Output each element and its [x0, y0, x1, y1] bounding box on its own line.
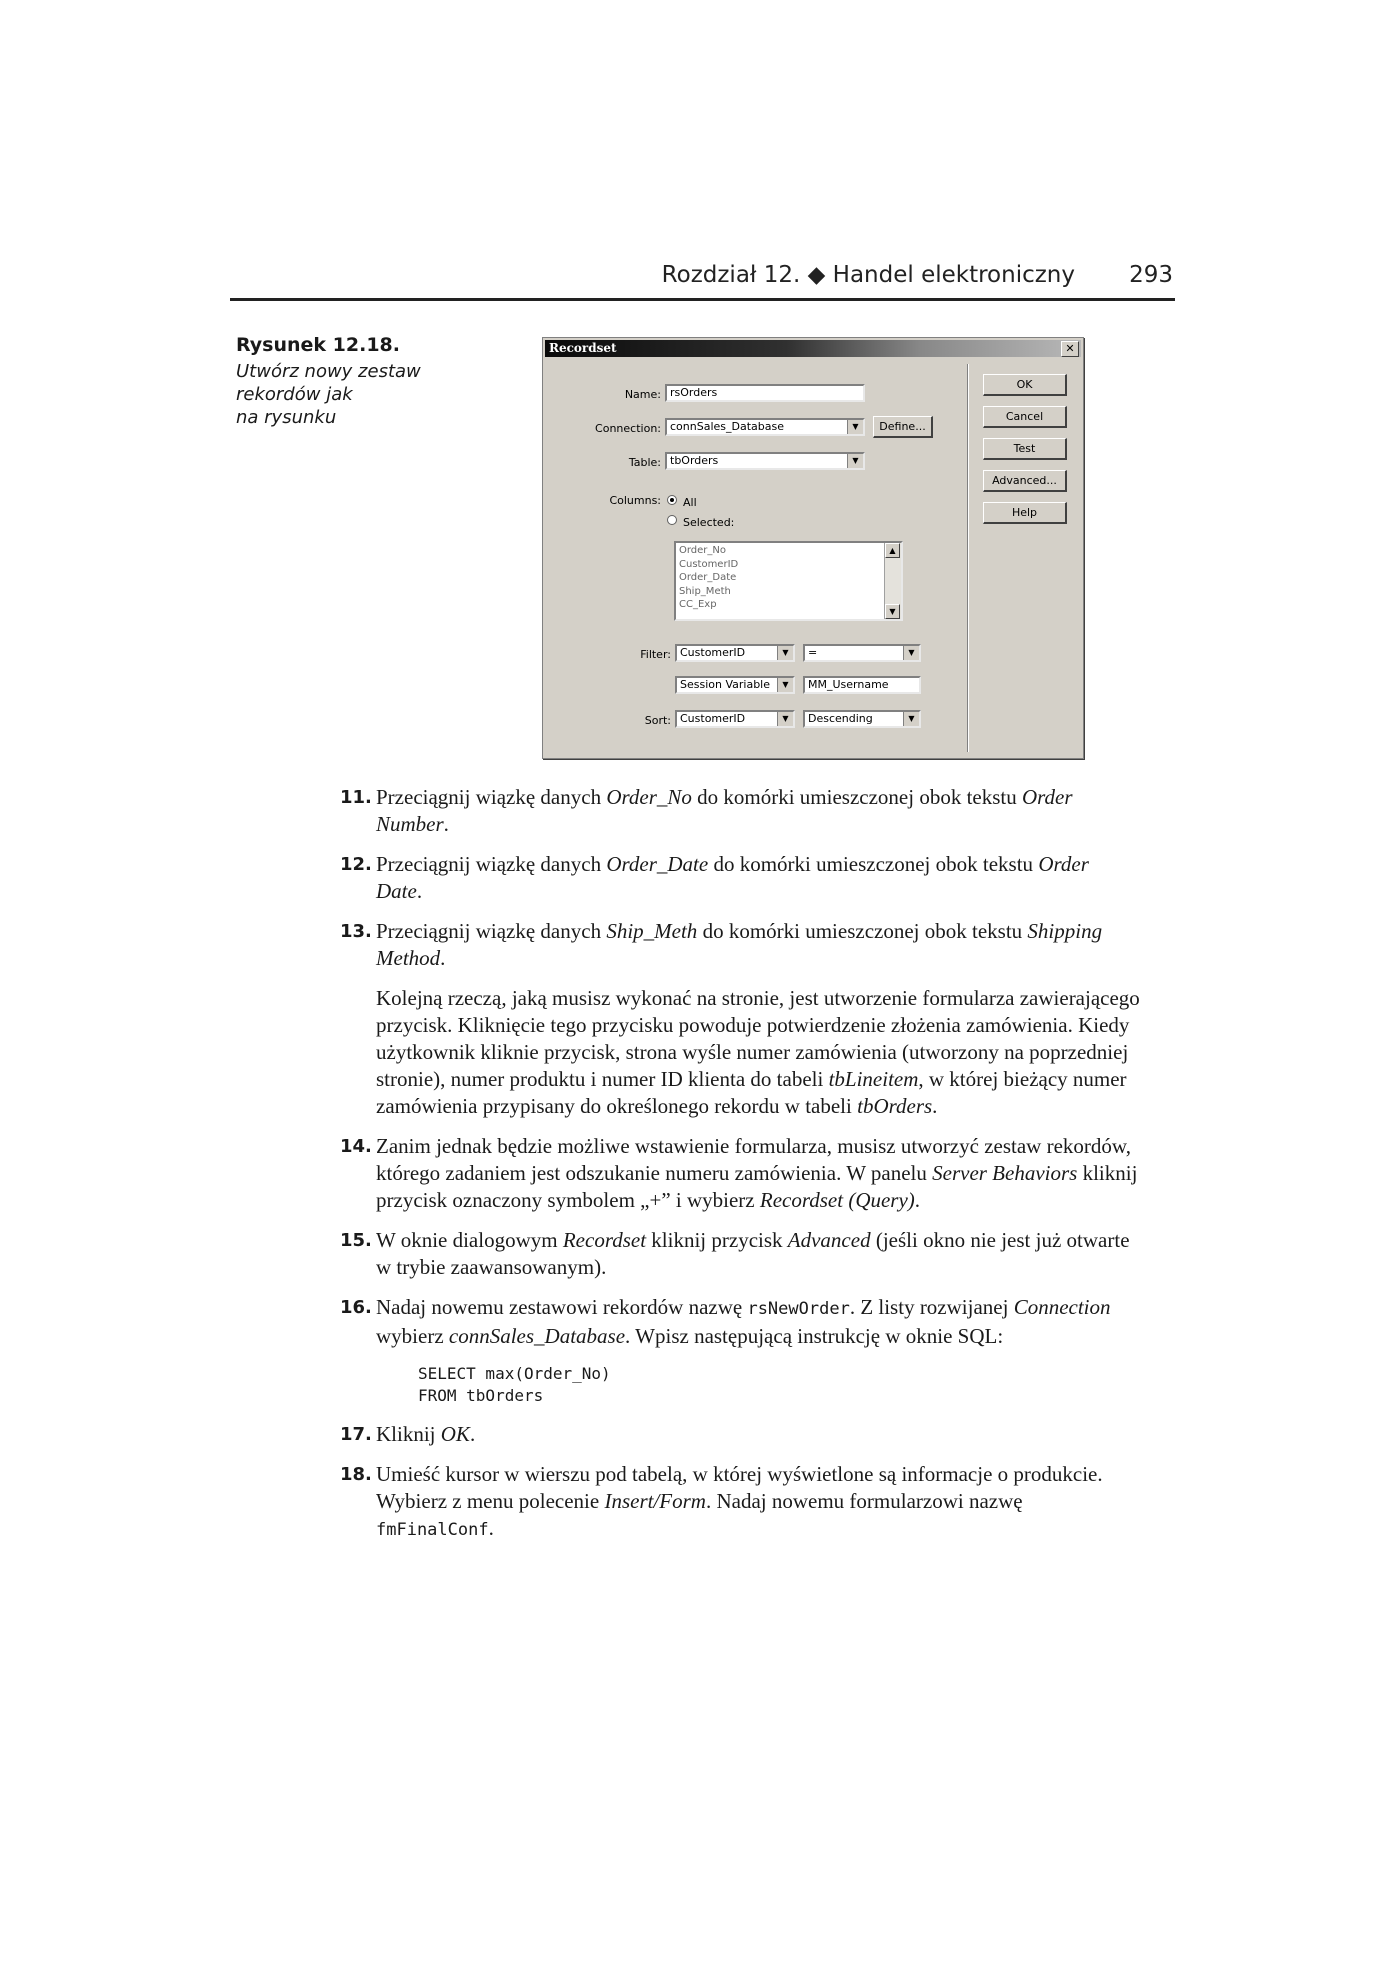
paragraph: [340, 985, 1140, 1120]
list-item[interactable]: CC_Exp: [679, 599, 717, 610]
emphasis: Shipping Method: [376, 919, 1103, 970]
text: do komórki umieszczonej obok tekstu: [697, 919, 1028, 943]
page-number: 293: [1129, 262, 1173, 288]
text: .: [914, 1188, 921, 1212]
filter-operator-value: =: [808, 646, 818, 659]
table-value: tbOrders: [670, 454, 719, 467]
ok-button[interactable]: OK: [983, 374, 1067, 396]
emphasis: Order Date: [376, 852, 1089, 903]
table-label: Table:: [628, 456, 661, 469]
define-button[interactable]: Define...: [873, 416, 933, 438]
step-number: 13.: [340, 921, 372, 942]
dialog-separator: [967, 364, 969, 752]
radio-all[interactable]: [667, 495, 677, 505]
text: Przeciągnij wiązkę danych: [376, 785, 607, 809]
text: Umieść kursor w wierszu pod tabelą, w której wyświetlone są informacje o produkcie. Wybierz z menu polecenie: [376, 1462, 1103, 1513]
recordset-dialog: [542, 337, 1084, 759]
emphasis: Order Number: [376, 785, 1073, 836]
text: .: [469, 1422, 476, 1446]
emphasis: Insert/Form: [604, 1489, 706, 1513]
figure-label: Rysunek 12.18.: [236, 334, 400, 356]
step-number: 11.: [340, 787, 372, 808]
inline-code: rsNewOrder: [747, 1299, 850, 1319]
list-scrollbar[interactable]: [884, 543, 901, 619]
step-16: [340, 1294, 1140, 1350]
text: .: [416, 879, 423, 903]
columns-selected-label: Selected:: [683, 516, 735, 529]
columns-all-label: All: [683, 496, 697, 509]
sort-order-select[interactable]: [803, 710, 921, 728]
figure-caption: [236, 334, 436, 429]
chevron-down-icon: ▼: [777, 678, 793, 692]
emphasis: Advanced: [787, 1228, 871, 1252]
emphasis: Order_Date: [606, 852, 709, 876]
sort-column-select[interactable]: [675, 710, 795, 728]
text: Zanim jednak będzie możliwe wstawienie formularza, musisz utworzyć zestaw rekordów, którego zadaniem jest odszukanie numeru zamówienia. W panelu: [376, 1134, 1131, 1185]
filter-value-input[interactable]: MM_Username: [803, 676, 921, 694]
connection-select[interactable]: [665, 418, 865, 436]
text: do komórki umieszczonej obok tekstu: [708, 852, 1039, 876]
filter-label: Filter:: [640, 648, 671, 661]
text: .: [443, 812, 449, 836]
emphasis: Recordset: [562, 1228, 647, 1252]
filter-source-value: Session Variable: [680, 678, 771, 691]
radio-selected[interactable]: [667, 515, 677, 525]
step-17: [340, 1421, 1140, 1448]
filter-operator-select[interactable]: [803, 644, 921, 662]
step-14: [340, 1133, 1140, 1214]
text: .: [488, 1516, 494, 1540]
text: .: [932, 1094, 938, 1118]
page-header: [230, 258, 1175, 301]
emphasis: tbOrders: [857, 1094, 933, 1118]
column-list: [679, 544, 738, 612]
code-block: SELECT max(Order_No) FROM tbOrders: [418, 1364, 611, 1405]
dialog-titlebar: [545, 340, 1081, 357]
columns-label: Columns:: [609, 494, 661, 507]
help-button[interactable]: Help: [983, 502, 1067, 524]
step-number: 12.: [340, 854, 372, 875]
text: , w której bieżący numer zamówienia przypisany do określonego rekordu w tabeli: [376, 1067, 1127, 1118]
emphasis: OK: [440, 1422, 470, 1446]
emphasis: Connection: [1013, 1295, 1111, 1319]
inline-code: fmFinalConf: [376, 1520, 489, 1540]
sort-column-value: CustomerID: [680, 712, 746, 725]
chevron-down-icon: ▼: [777, 646, 793, 660]
chevron-down-icon: ▼: [903, 712, 919, 726]
step-12: [340, 851, 1140, 905]
text: .: [440, 946, 446, 970]
text: kliknij przycisk oznaczony symbolem „+” i wybierz: [376, 1161, 1138, 1212]
emphasis: connSales_Database: [448, 1324, 626, 1348]
scroll-up-icon[interactable]: ▲: [885, 543, 900, 558]
text: (jeśli okno nie jest już otwarte w trybie zaawansowanym).: [376, 1228, 1130, 1279]
figure-caption-text: Utwórz nowy zestaw rekordów jak na rysunku: [236, 361, 421, 428]
advanced-button[interactable]: Advanced...: [983, 470, 1067, 492]
scroll-down-icon[interactable]: ▼: [885, 604, 900, 619]
emphasis: Ship_Meth: [606, 919, 698, 943]
list-item[interactable]: Order_Date: [679, 572, 737, 583]
list-item[interactable]: Ship_Meth: [679, 585, 731, 597]
name-label: Name:: [624, 388, 661, 401]
step-13: [340, 918, 1140, 972]
text: W oknie dialogowym: [376, 1228, 563, 1252]
filter-column-value: CustomerID: [680, 646, 746, 659]
close-icon[interactable]: ✕: [1061, 341, 1079, 357]
list-item[interactable]: Order_No: [679, 545, 727, 556]
text: . Nadaj nowemu formularzowi nazwę: [705, 1489, 1023, 1513]
step-number: 16.: [340, 1297, 372, 1318]
step-number: 15.: [340, 1230, 372, 1251]
step-number: 18.: [340, 1464, 372, 1485]
text: kliknij przycisk: [646, 1228, 788, 1252]
step-15: [340, 1227, 1140, 1281]
step-11: [340, 784, 1140, 838]
emphasis: tbLineitem: [828, 1067, 919, 1091]
connection-value: connSales_Database: [670, 420, 784, 433]
emphasis: Server Behaviors: [932, 1161, 1078, 1185]
text: Przeciągnij wiązkę danych: [376, 919, 607, 943]
sort-label: Sort:: [644, 714, 671, 727]
text: Przeciągnij wiązkę danych: [376, 852, 607, 876]
text: . Wpisz następującą instrukcję w oknie SQL:: [625, 1324, 1004, 1348]
chapter-title: Rozdział 12. ◆ Handel elektroniczny: [661, 262, 1075, 288]
connection-label: Connection:: [595, 422, 661, 435]
chevron-down-icon: ▼: [777, 712, 793, 726]
list-item[interactable]: CustomerID: [679, 558, 739, 570]
chevron-down-icon: ▼: [847, 420, 863, 434]
chevron-down-icon: ▼: [903, 646, 919, 660]
table-select[interactable]: [665, 452, 865, 470]
step-number: 14.: [340, 1136, 372, 1157]
emphasis: Recordset (Query): [759, 1188, 915, 1212]
chevron-down-icon: ▼: [847, 454, 863, 468]
filter-source-select[interactable]: [675, 676, 795, 694]
text: Kolejną rzeczą, jaką musisz wykonać na stronie, jest utworzenie formularza zawierającego przycisk. Kliknięcie tego przycisku powoduje potwierdzenie złożenia zamówienia. Kiedy użytkownik kliknie przycisk, strona wyśle numer zamówienia (utworzony na poprzedniej stronie), numer produktu i numer ID klienta do tabeli: [376, 986, 1140, 1091]
sort-order-value: Descending: [808, 712, 873, 725]
step-18: [340, 1461, 1140, 1544]
body-text: [340, 784, 1140, 1557]
filter-column-select[interactable]: [675, 644, 795, 662]
columns-listbox[interactable]: [674, 541, 903, 621]
test-button[interactable]: Test: [983, 438, 1067, 460]
step-number: 17.: [340, 1424, 372, 1445]
text: . Z listy rozwijanej: [849, 1295, 1014, 1319]
text: do komórki umieszczonej obok tekstu: [691, 785, 1022, 809]
dialog-title: Recordset: [549, 341, 617, 355]
text: wybierz: [376, 1324, 449, 1348]
cancel-button[interactable]: Cancel: [983, 406, 1067, 428]
emphasis: Order_No: [606, 785, 692, 809]
text: Nadaj nowemu zestawowi rekordów nazwę: [376, 1295, 748, 1319]
text: Kliknij: [376, 1422, 441, 1446]
name-input[interactable]: rsOrders: [665, 384, 865, 402]
